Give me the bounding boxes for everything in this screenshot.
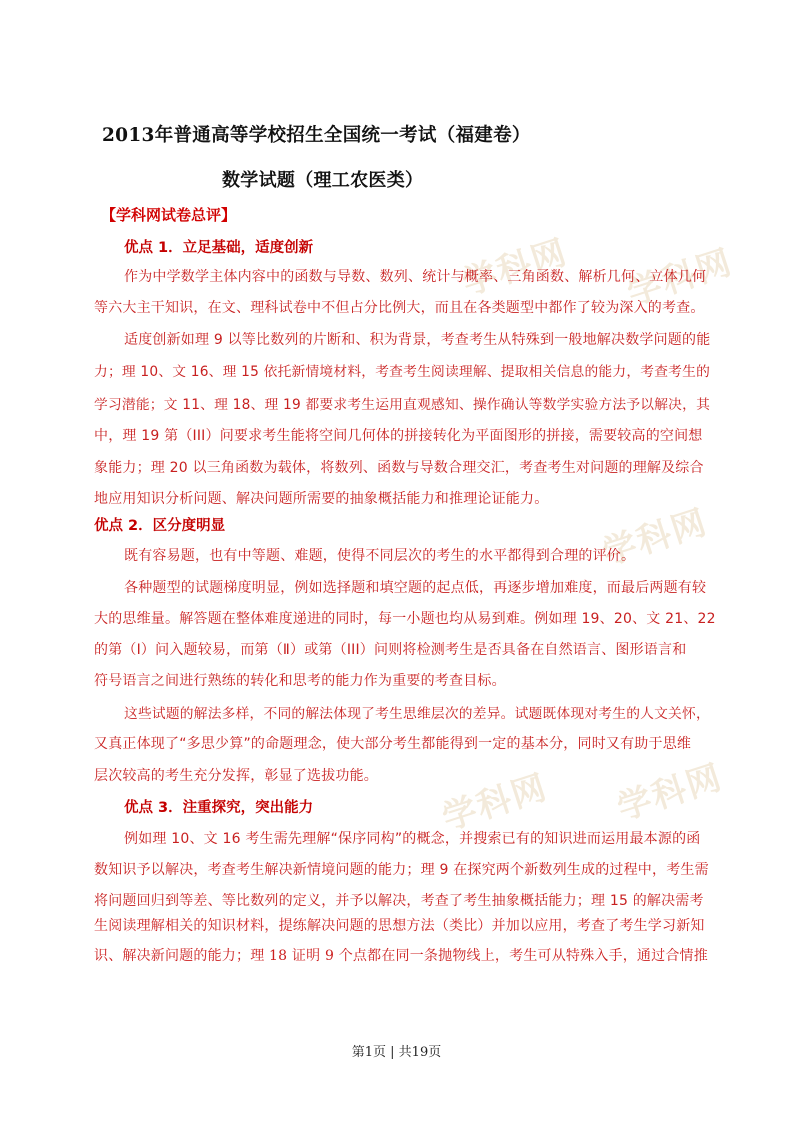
paragraph-line: 作为中学数学主体内容中的函数与导数、数列、统计与概率、三角函数、解析几何、立体几何 <box>124 269 707 285</box>
heading-point-3: 优点 3．注重探究，突出能力 <box>124 800 314 816</box>
paragraph-line: 大的思维量。解答题在整体难度递进的同时，每一小题也均从易到难。例如理 19、20、文 21、22 <box>94 611 716 627</box>
paragraph-line: 力；理 10、文 16、理 15 依托新情境材料，考查考生阅读理解、提取相关信息的能力，考查考生的 <box>94 364 711 380</box>
paragraph-line: 符号语言之间进行熟练的转化和思考的能力作为重要的考查目标。 <box>94 673 506 689</box>
paragraph-line: 识、解决新问题的能力；理 18 证明 9 个点都在同一条抛物线上，考生可从特殊入手，通过合情推 <box>94 948 708 964</box>
watermark: 学科网 <box>612 757 728 829</box>
paragraph-line: 数知识予以解决，考查考生解决新情境问题的能力；理 9 在探究两个新数列生成的过程中，考生需 <box>94 862 709 878</box>
paragraph-line: 又真正体现了“多思少算”的命题理念，使大部分考生都能得到一定的基本分，同时又有助于思维 <box>94 736 692 752</box>
watermark: 学科网 <box>622 242 738 314</box>
document-title: 2013年普通高等学校招生全国统一考试（福建卷） <box>102 125 531 146</box>
paragraph-line: 既有容易题，也有中等题、难题，使得不同层次的考生的水平都得到合理的评价。 <box>124 548 636 564</box>
paragraph-line: 的第（Ⅰ）问入题较易，而第（Ⅱ）或第（III）问则将检测考生是否具备在自然语言、图形语言和 <box>94 642 687 658</box>
paragraph-line: 学习潜能；文 11、理 18、理 19 都要求考生运用直观感知、操作确认等数学实验方法予以解决，其 <box>94 397 711 413</box>
watermark: 学科网 <box>437 767 553 839</box>
paragraph-line: 适度创新如理 9 以等比数列的片断和、积为背景，考查考生从特殊到一般地解决数学问题的能 <box>124 332 711 348</box>
paragraph-line: 将问题回归到等差、等比数列的定义，并予以解决，考查了考生抽象概括能力；理 15 的解决需考 <box>94 893 704 909</box>
paragraph-line: 象能力；理 20 以三角函数为载体，将数列、函数与导数合理交汇，考查考生对问题的理解及综合 <box>94 460 704 476</box>
paragraph-line: 各种题型的试题梯度明显，例如选择题和填空题的起点低，再逐步增加难度，而最后两题有较 <box>124 580 707 596</box>
paragraph-line: 层次较高的考生充分发挥，彰显了选拔功能。 <box>94 768 378 784</box>
page-footer: 第1页 | 共19页 <box>351 1045 442 1060</box>
paragraph-line: 这些试题的解法多样，不同的解法体现了考生思维层次的差异。试题既体现对考生的人文关怀， <box>124 706 710 722</box>
paragraph-line: 生阅读理解相关的知识材料，提练解决问题的思想方法（类比）并加以应用，考查了考生学习新知 <box>94 918 705 934</box>
paragraph-line: 中，理 19 第（III）问要求考生能将空间几何体的拼接转化为平面图形的拼接，需要较高的空间想 <box>94 428 703 444</box>
paragraph-line: 例如理 10、文 16 考生需先理解“保序同构”的概念，并搜索已有的知识进而运用最本源的函 <box>124 831 701 847</box>
watermark: 学科网 <box>457 232 573 304</box>
paragraph-line: 等六大主干知识，在文、理科试卷中不但占分比例大，而且在各类题型中都作了较为深入的考查。 <box>94 300 705 316</box>
heading-point-2: 优点 2．区分度明显 <box>94 518 226 534</box>
section-title: 【学科网试卷总评】 <box>101 206 237 224</box>
heading-point-1: 优点 1．立足基础，适度创新 <box>124 240 314 256</box>
document-subtitle: 数学试题（理工农医类） <box>222 170 424 191</box>
paragraph-line: 地应用知识分析问题、解决问题所需要的抽象概括能力和推理论证能力。 <box>94 491 549 507</box>
watermark: 学科网 <box>597 502 713 574</box>
